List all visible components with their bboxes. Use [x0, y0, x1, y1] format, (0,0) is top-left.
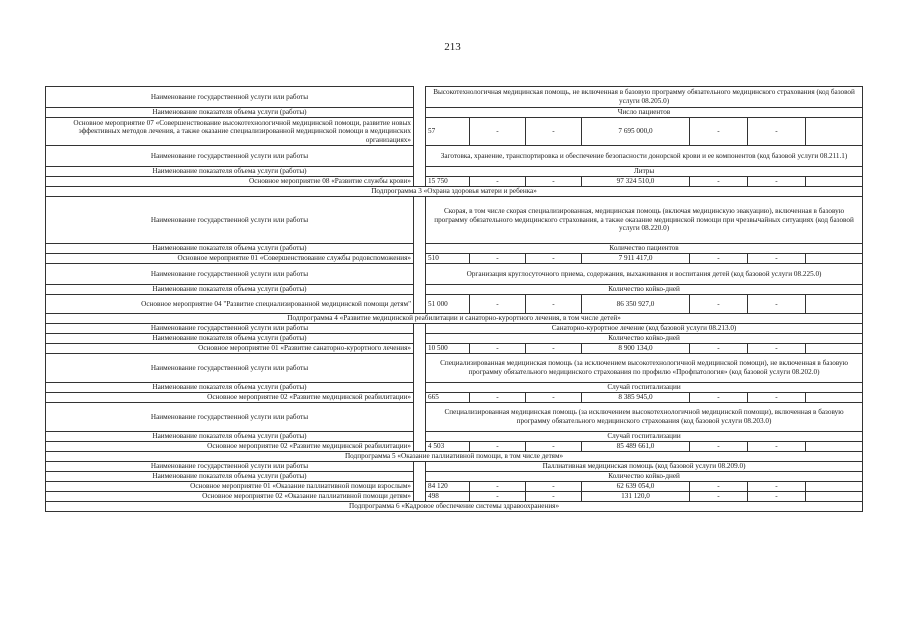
value-cell: -	[748, 177, 806, 187]
table-row	[46, 472, 863, 482]
table-row	[46, 334, 863, 344]
indicator-value: Случай госпитализации	[426, 383, 863, 393]
subprogram-title: Подпрограмма 4 «Развитие медицинской реабилитации и санаторно-курортного лечения, в том числе детей»	[46, 314, 863, 324]
service-label: Наименование государственной услуги или работы	[46, 264, 414, 285]
value-cell: -	[526, 442, 582, 452]
spacer-cell	[414, 472, 426, 482]
value-cell: -	[690, 482, 748, 492]
table-row	[46, 344, 863, 354]
activity-name: Основное мероприятие 04 "Развитие специализированной медицинской помощи детям"	[46, 295, 414, 314]
indicator-label: Наименование показателя объема услуги (работы)	[46, 285, 414, 295]
value-cell: -	[470, 254, 526, 264]
activity-name: Основное мероприятие 01 «Развитие санаторно-курортного лечения»	[46, 344, 414, 354]
service-label: Наименование государственной услуги или работы	[46, 324, 414, 334]
amount-cell: 86 350 927,0	[582, 295, 690, 314]
table-row	[46, 187, 863, 197]
spacer-cell	[414, 285, 426, 295]
value-cell: -	[470, 344, 526, 354]
value-cell: -	[526, 254, 582, 264]
activity-name: Основное мероприятие 07 «Совершенствование высокотехнологичной медицинской помощи, развитие новых эффективных методов лечения, а также оказание специализированной медицинской помощи в медицинских организациях»	[46, 118, 414, 146]
value-cell: -	[526, 393, 582, 403]
value-cell: -	[690, 393, 748, 403]
table-row	[46, 244, 863, 254]
subprogram-title: Подпрограмма 5 «Оказание паллиативной помощи, в том числе детям»	[46, 452, 863, 462]
amount-cell: 7 695 000,0	[582, 118, 690, 146]
value-cell: -	[526, 177, 582, 187]
service-value: Паллиативная медицинская помощь (код базовой услуги 08.209.0)	[426, 462, 863, 472]
indicator-value: Литры	[426, 167, 863, 177]
value-cell: -	[748, 295, 806, 314]
activity-name: Основное мероприятие 08 «Развитие службы крови»	[46, 177, 414, 187]
activity-name: Основное мероприятие 02 «Оказание паллиативной помощи детям»	[46, 492, 414, 502]
value-cell: -	[748, 393, 806, 403]
spacer-cell	[414, 264, 426, 285]
spacer-cell	[414, 442, 426, 452]
subprogram-title: Подпрограмма 3 «Охрана здоровья матери и ребенка»	[46, 187, 863, 197]
spacer-cell	[414, 324, 426, 334]
spacer-cell	[414, 87, 426, 108]
indicator-label: Наименование показателя объема услуги (работы)	[46, 108, 414, 118]
service-value: Скорая, в том числе скорая специализированная, медицинская помощь (включая медицинскую эвакуацию), включенная в базовую программу обязательного медицинского страхования, а также оказание медицинской помощи при чрезвычайных ситуациях (код базовой услуги 08.220.0)	[426, 197, 863, 244]
value-cell: -	[748, 492, 806, 502]
activity-name: Основное мероприятие 02 «Развитие медицинской реабилитации»	[46, 442, 414, 452]
table-row	[46, 167, 863, 177]
table-row	[46, 383, 863, 393]
value-cell	[806, 482, 863, 492]
spacer-cell	[414, 344, 426, 354]
service-label: Наименование государственной услуги или работы	[46, 462, 414, 472]
table-row	[46, 118, 863, 146]
amount-cell: 85 489 661,0	[582, 442, 690, 452]
volume-cell: 57	[426, 118, 470, 146]
value-cell: -	[748, 254, 806, 264]
table-row	[46, 452, 863, 462]
value-cell: -	[690, 118, 748, 146]
value-cell	[806, 492, 863, 502]
table-row	[46, 197, 863, 244]
value-cell: -	[526, 295, 582, 314]
spacer-cell	[414, 167, 426, 177]
amount-cell: 7 911 417,0	[582, 254, 690, 264]
services-table	[45, 86, 863, 512]
indicator-label: Наименование показателя объема услуги (работы)	[46, 472, 414, 482]
table-row	[46, 108, 863, 118]
spacer-cell	[414, 432, 426, 442]
value-cell: -	[748, 442, 806, 452]
amount-cell: 97 324 510,0	[582, 177, 690, 187]
spacer-cell	[414, 295, 426, 314]
value-cell: -	[470, 442, 526, 452]
amount-cell: 8 900 134,0	[582, 344, 690, 354]
volume-cell: 498	[426, 492, 470, 502]
service-value: Санаторно-курортное лечение (код базовой услуги 08.213.0)	[426, 324, 863, 334]
spacer-cell	[414, 118, 426, 146]
value-cell: -	[526, 118, 582, 146]
table-row	[46, 177, 863, 187]
indicator-value: Количество пациентов	[426, 244, 863, 254]
subprogram-title: Подпрограмма 6 «Кадровое обеспечение системы здравоохранения»	[46, 502, 863, 512]
service-value: Организация круглосуточного приема, содержания, выхаживания и воспитания детей (код базовой услуги 08.225.0)	[426, 264, 863, 285]
table-row	[46, 432, 863, 442]
indicator-label: Наименование показателя объема услуги (работы)	[46, 383, 414, 393]
service-value: Заготовка, хранение, транспортировка и обеспечение безопасности донорской крови и ее компонентов (код базовой услуги 08.211.1)	[426, 146, 863, 167]
value-cell	[806, 295, 863, 314]
table-row	[46, 295, 863, 314]
service-value: Специализированная медицинская помощь (за исключением высокотехнологичной медицинской помощи), не включенная в базовую программу обязательного медицинского страхования по профилю «Профпатология» (код базовой услуги 08.202.0)	[426, 354, 863, 383]
service-label: Наименование государственной услуги или работы	[46, 403, 414, 432]
service-value: Специализированная медицинская помощь (за исключением высокотехнологичной медицинской помощи), включенная в базовую программу обязательного медицинского страхования (код базовой услуги 08.203.0)	[426, 403, 863, 432]
table-row	[46, 393, 863, 403]
value-cell: -	[690, 254, 748, 264]
value-cell: -	[748, 344, 806, 354]
volume-cell: 10 500	[426, 344, 470, 354]
spacer-cell	[414, 354, 426, 383]
activity-name: Основное мероприятие 01 «Совершенствование службы родовспоможения»	[46, 254, 414, 264]
table-row	[46, 264, 863, 285]
table-row	[46, 324, 863, 334]
table-row	[46, 403, 863, 432]
value-cell	[806, 344, 863, 354]
value-cell: -	[526, 344, 582, 354]
value-cell: -	[690, 344, 748, 354]
table-row	[46, 502, 863, 512]
indicator-value: Количество койко-дней	[426, 472, 863, 482]
value-cell: -	[470, 118, 526, 146]
table-row	[46, 482, 863, 492]
spacer-cell	[414, 177, 426, 187]
value-cell: -	[748, 482, 806, 492]
value-cell: -	[748, 118, 806, 146]
value-cell	[806, 442, 863, 452]
spacer-cell	[414, 244, 426, 254]
volume-cell: 4 503	[426, 442, 470, 452]
table-row	[46, 354, 863, 383]
service-value: Высокотехнологичная медицинская помощь, не включенная в базовую программу обязательного медицинского страхования (код базовой услуги 08.205.0)	[426, 87, 863, 108]
table-row	[46, 254, 863, 264]
spacer-cell	[414, 197, 426, 244]
activity-name: Основное мероприятие 02 «Развитие медицинской реабилитации»	[46, 393, 414, 403]
volume-cell: 15 750	[426, 177, 470, 187]
value-cell: -	[470, 295, 526, 314]
indicator-value: Количество койко-дней	[426, 285, 863, 295]
service-label: Наименование государственной услуги или работы	[46, 197, 414, 244]
volume-cell: 510	[426, 254, 470, 264]
amount-cell: 8 385 945,0	[582, 393, 690, 403]
value-cell	[806, 393, 863, 403]
service-label: Наименование государственной услуги или работы	[46, 354, 414, 383]
indicator-label: Наименование показателя объема услуги (работы)	[46, 334, 414, 344]
table-row	[46, 146, 863, 167]
value-cell: -	[470, 177, 526, 187]
amount-cell: 131 120,0	[582, 492, 690, 502]
value-cell: -	[470, 492, 526, 502]
table-row	[46, 442, 863, 452]
service-label: Наименование государственной услуги или работы	[46, 146, 414, 167]
spacer-cell	[414, 383, 426, 393]
table-row	[46, 285, 863, 295]
table-row	[46, 462, 863, 472]
spacer-cell	[414, 334, 426, 344]
value-cell: -	[526, 492, 582, 502]
value-cell: -	[690, 295, 748, 314]
value-cell: -	[690, 442, 748, 452]
indicator-label: Наименование показателя объема услуги (работы)	[46, 432, 414, 442]
value-cell	[806, 118, 863, 146]
table-row	[46, 492, 863, 502]
spacer-cell	[414, 492, 426, 502]
table-row	[46, 87, 863, 108]
indicator-value: Число пациентов	[426, 108, 863, 118]
indicator-label: Наименование показателя объема услуги (работы)	[46, 244, 414, 254]
value-cell	[806, 254, 863, 264]
spacer-cell	[414, 146, 426, 167]
spacer-cell	[414, 462, 426, 472]
indicator-value: Количество койко-дней	[426, 334, 863, 344]
value-cell: -	[690, 177, 748, 187]
activity-name: Основное мероприятие 01 «Оказание паллиативной помощи взрослым»	[46, 482, 414, 492]
volume-cell: 665	[426, 393, 470, 403]
spacer-cell	[414, 108, 426, 118]
spacer-cell	[414, 482, 426, 492]
service-label: Наименование государственной услуги или работы	[46, 87, 414, 108]
value-cell	[806, 177, 863, 187]
volume-cell: 51 000	[426, 295, 470, 314]
value-cell: -	[690, 492, 748, 502]
indicator-value: Случай госпитализации	[426, 432, 863, 442]
value-cell: -	[470, 393, 526, 403]
value-cell: -	[526, 482, 582, 492]
spacer-cell	[414, 403, 426, 432]
spacer-cell	[414, 254, 426, 264]
amount-cell: 62 639 054,0	[582, 482, 690, 492]
spacer-cell	[414, 393, 426, 403]
page-number: 213	[444, 41, 461, 53]
table-row	[46, 314, 863, 324]
volume-cell: 84 120	[426, 482, 470, 492]
indicator-label: Наименование показателя объема услуги (работы)	[46, 167, 414, 177]
value-cell: -	[470, 482, 526, 492]
